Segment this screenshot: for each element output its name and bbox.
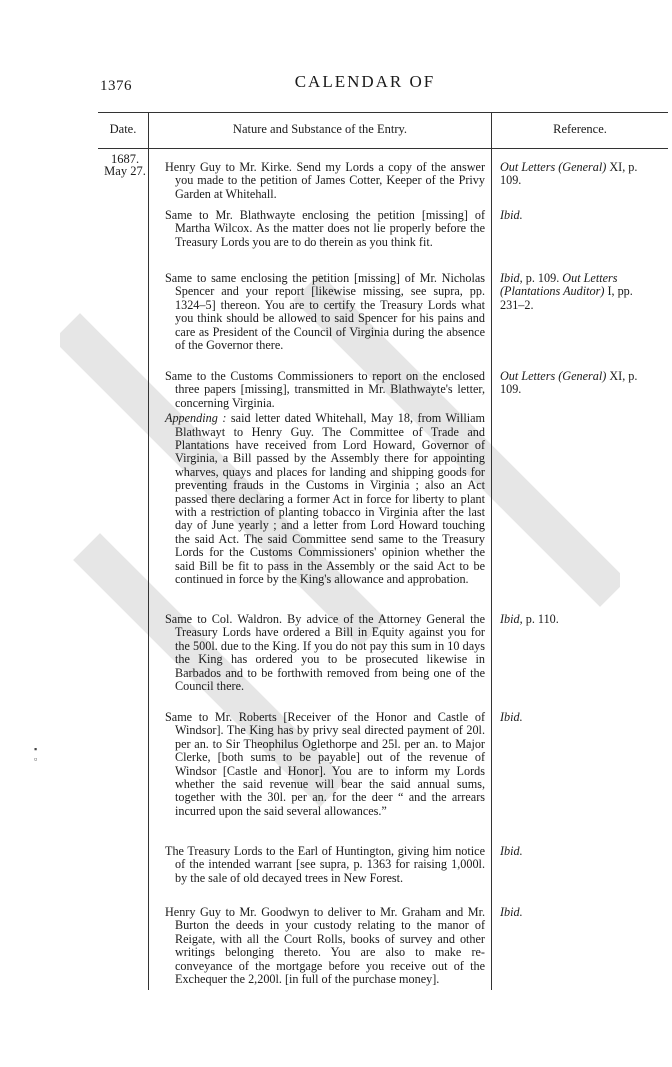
entry-1: [165, 161, 485, 201]
entry-text: Same to same enclosing the petition [missing] of Mr. Nicholas Spencer and your report [likewise missing, see supra, pp. 1324–5] thereon. You are to certify the Treasury Lords what you think should be allowed to said Spencer for his pains and care as President of the Council of Virginia during the absence of the Governor there.: [165, 271, 485, 353]
reference-4: [500, 370, 648, 397]
reference-2: [500, 209, 648, 222]
column-header-date: Date.: [109, 122, 137, 136]
reference-5: [500, 613, 648, 626]
reference-1: [500, 161, 648, 188]
table-top-rule: [98, 112, 668, 113]
entry-text: Same to Mr. Blathwayte enclosing the petition [missing] of Martha Wilcox. As the matter does not lie properly before the Treasury Lords you are to do therein as you think fit.: [165, 208, 485, 249]
entry-6: [165, 711, 485, 818]
reference-source: Ibid.: [500, 844, 523, 858]
page-header: [0, 66, 672, 96]
page-number: 1376: [100, 78, 132, 94]
reference-column-rule: [491, 112, 492, 990]
entry-day: May 27.: [104, 164, 146, 178]
entry-text: The Treasury Lords to the Earl of Huntington, giving him notice of the intended warrant [see supra, p. 1363 for raising 1,000l. by the sale of old decayed trees in New Forest.: [165, 844, 485, 885]
entry-text: Henry Guy to Mr. Kirke. Send my Lords a copy of the answer you made to the petition of James Cotter, Keeper of the Privy Garden at Whitehall.: [165, 160, 485, 201]
reference-source: Ibid,: [500, 612, 523, 626]
entry-text: Same to Col. Waldron. By advice of the Attorney General the Treasury Lords have ordered a Bill in Equity against you for the 500l. due to the King. If you do not pay this sum in 10 days the King has ordered you to be prosecuted likewise in Barbados and to be forthwith removed from being one of the Council there.: [165, 612, 485, 694]
reference-page: XI, p. 109.: [500, 369, 638, 397]
reference-3: [500, 272, 648, 312]
column-header-reference: Reference.: [553, 122, 607, 136]
reference-source: Ibid.: [500, 208, 523, 222]
appending-label: Appending :: [165, 411, 227, 426]
reference-page: XI, p. 109.: [500, 160, 638, 188]
reference-source-2: Out Letters (Plantations Auditor): [500, 271, 618, 299]
entry-year: 1687.: [110, 152, 140, 166]
entry-appendix: [165, 412, 485, 586]
entry-text: Henry Guy to Mr. Goodwyn to deliver to Mr. Graham and Mr. Burton the deeds in your custody relating to the manor of Reigate, with all the Court Rolls, books of survey and other writings belonging thereto. You are also to make re-conveyance of the mortgage before you receive out of the Exchequer the 2,200l. [in full of the purchase money].: [165, 905, 485, 987]
reference-6: [500, 711, 648, 724]
entry-5: [165, 613, 485, 693]
reference-page-2: I, pp. 231–2.: [500, 284, 633, 312]
reference-source: Ibid.: [500, 905, 523, 919]
reference-source: Out Letters (General): [500, 160, 607, 174]
entry-2: [165, 209, 485, 249]
reference-7: [500, 845, 648, 858]
reference-8: [500, 906, 648, 919]
reference-page: p. 110.: [522, 612, 559, 626]
reference-source: Ibid.: [500, 710, 523, 724]
entry-8: [165, 906, 485, 986]
entry-text: Same to the Customs Commissioners to report on the enclosed three papers [missing], transmitted in Mr. Blathwayte's letter, concerning Virginia.: [165, 369, 485, 410]
running-title: CALENDAR OF: [294, 72, 436, 91]
date-column-rule: [148, 112, 149, 990]
entry-text: Same to Mr. Roberts [Receiver of the Honor and Castle of Windsor]. The King has by privy seal directed payment of 20l. per an. to Sir Theophilus Oglethorpe and 25l. per an. to Major Clerke, [both sums to be payable] out of the revenue of Windsor [Castle and Honor]. You are to inform my Lords whether the said revenue will bear the said annual sums, together with the 30l. per an. for the deer “ and the arrears incurred upon the said several allowances.”: [165, 710, 485, 818]
entry-4: [165, 370, 485, 587]
reference-source: Out Letters (General): [500, 369, 607, 383]
reference-source: Ibid,: [500, 271, 523, 285]
column-header-nature: Nature and Substance of the Entry.: [232, 122, 408, 136]
reference-page: p. 109.: [522, 271, 563, 285]
entry-7: [165, 845, 485, 885]
header-bottom-rule: [98, 148, 668, 149]
margin-mark: ▪ ▫: [34, 744, 38, 764]
appending-text: said letter dated Whitehall, May 18, from William Blathwayt to Henry Guy. The Committee of Trade and Plantations have received from Lord Howard, Governor of Virginia, a Bill passed by the Assembly there for appointing wharves, quays and places for landing and shipping goods for preventing frauds in the Customs in Virginia ; also an Act passed there declaring a former Act in force for liberty to plant with a restriction of planting tobacco in Virginia after the last day of June yearly ; and a letter from Lord Howard touching the said Act. The said Committee send same to the Treasury Lords for the Customs Commissioners' opinion whether the said Bill be fit to pass in the Assembly or the said Act to be continued in force by the King's allowance and approbation.: [175, 411, 485, 587]
entry-3: [165, 272, 485, 352]
